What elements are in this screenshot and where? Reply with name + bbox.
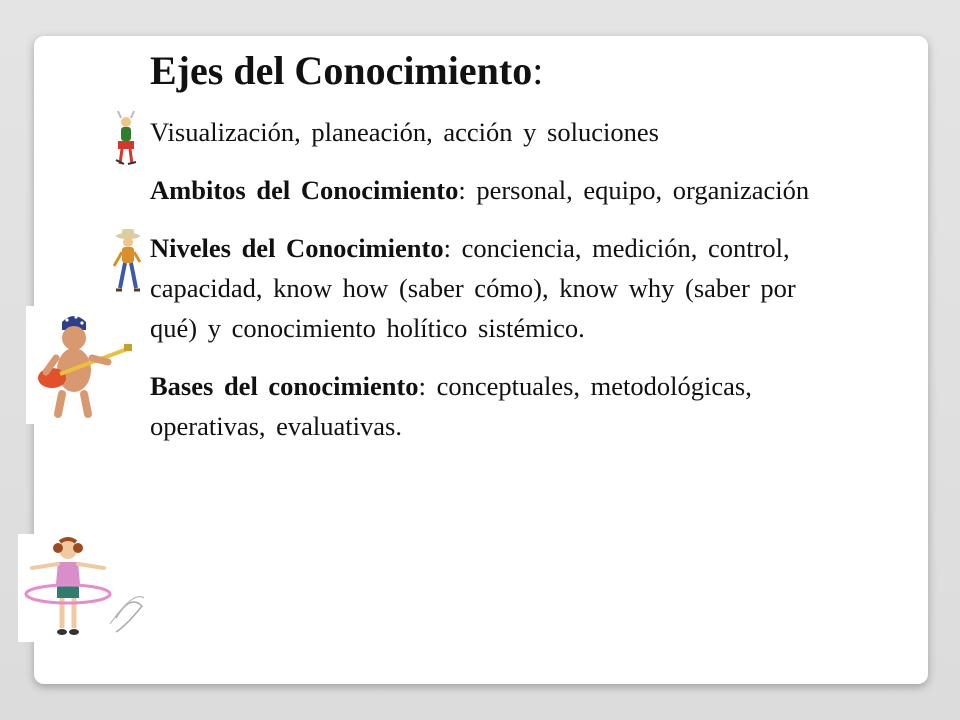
item-sep: : xyxy=(418,371,437,401)
item-sep: : xyxy=(458,175,477,205)
slide-content xyxy=(150,46,810,464)
item-sep: : xyxy=(443,233,462,263)
item-body: Visualización, planeación, acción y soluciones xyxy=(150,117,659,147)
item-lead: Ambitos del Conocimiento xyxy=(150,175,459,205)
title-text: Ejes del Conocimiento xyxy=(150,48,533,93)
item-ambitos xyxy=(150,170,810,210)
item-lead: Niveles del Conocimiento xyxy=(150,233,444,263)
item-lead: Bases del conocimiento xyxy=(150,371,419,401)
item-body: conceptuales, metodológicas, operativas, evaluativas. xyxy=(150,371,752,441)
cowboy-figure-icon xyxy=(106,226,146,294)
item-ejes xyxy=(150,112,810,152)
warrior-figure-icon xyxy=(110,108,140,168)
item-niveles xyxy=(150,228,810,348)
girl-hula-hoop-figure-icon xyxy=(18,534,148,642)
baby-guitar-figure-icon xyxy=(26,306,136,424)
item-body: conciencia, medición, control, capacidad, know how (saber cómo), know why (saber por qué) y conocimiento holítico sistémico. xyxy=(150,233,796,343)
item-body: personal, equipo, organización xyxy=(476,175,810,205)
item-bases xyxy=(150,366,810,446)
title-colon: : xyxy=(532,48,544,93)
slide-title xyxy=(150,46,810,96)
